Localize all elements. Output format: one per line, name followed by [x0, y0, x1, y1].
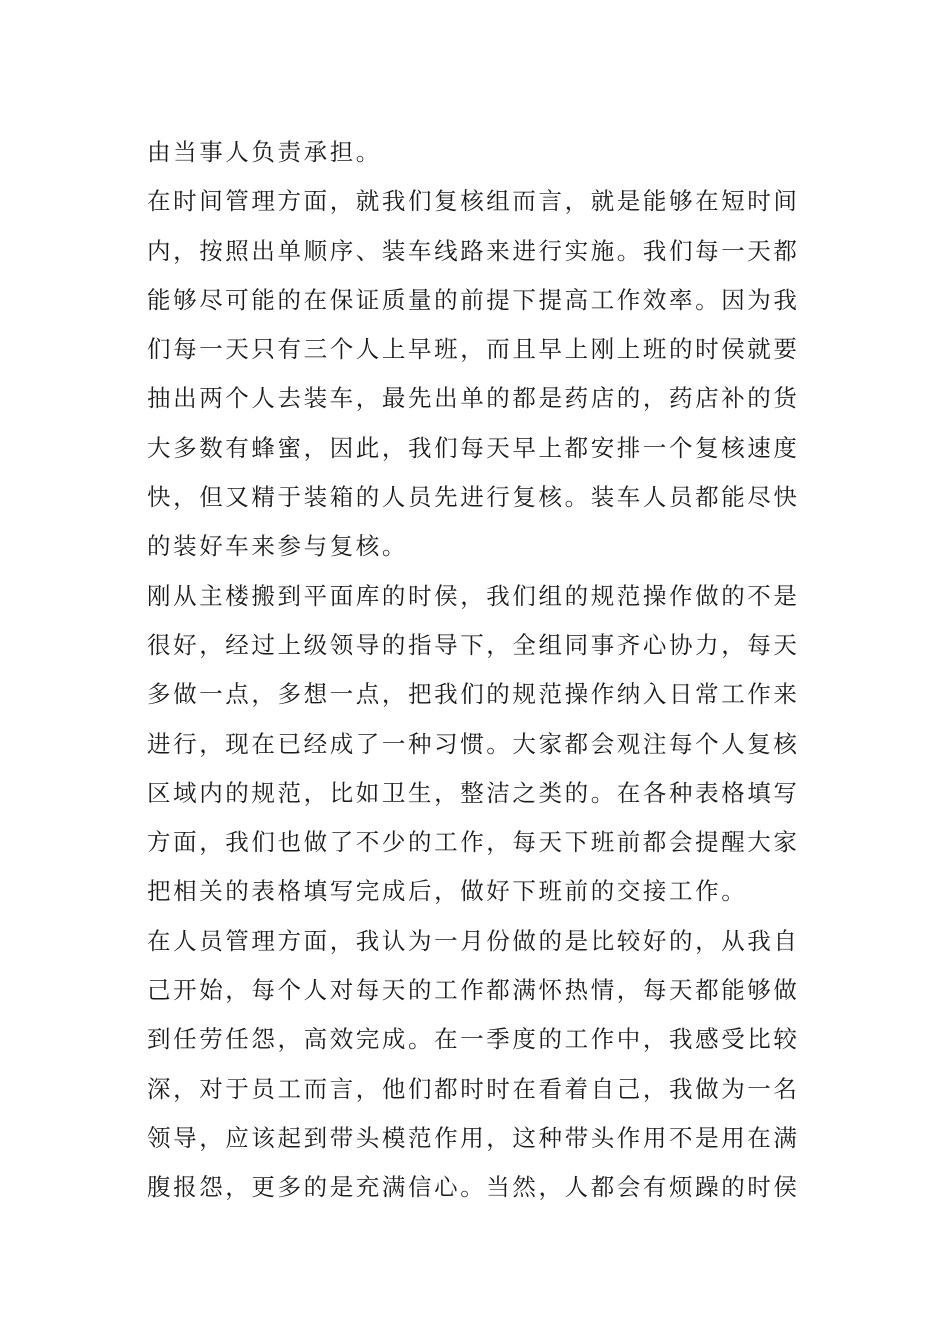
text-line: 在时间管理方面，就我们复核组而言，就是能够在短时间 — [147, 187, 800, 216]
text-line: 多做一点，多想一点，把我们的规范操作纳入日常工作来 — [147, 680, 800, 709]
text-line: 深，对于员工而言，他们都时时在看着自己，我做为一名 — [147, 1074, 800, 1103]
text-line: 进行，现在已经成了一种习惯。大家都会观注每个人复核 — [147, 729, 800, 758]
text-line: 由当事人负责承担。 — [147, 138, 382, 166]
text-line: 把相关的表格填写完成后，做好下班前的交接工作。 — [147, 877, 748, 906]
text-line: 腹报怨，更多的是充满信心。当然，人都会有烦躁的时侯 — [147, 1173, 800, 1202]
text-line: 到任劳任怨，高效完成。在一季度的工作中，我感受比较 — [147, 1025, 800, 1054]
text-line: 刚从主楼搬到平面库的时侯，我们组的规范操作做的不是 — [147, 581, 800, 610]
text-line: 己开始，每个人对每天的工作都满怀热情，每天都能够做 — [147, 976, 800, 1005]
text-line: 方面，我们也做了不少的工作，每天下班前都会提醒大家 — [147, 828, 800, 857]
text-line: 内，按照出单顺序、装车线路来进行实施。我们每一天都 — [147, 236, 800, 265]
text-line: 的装好车来参与复核。 — [147, 532, 408, 561]
text-line: 大多数有蜂蜜，因此，我们每天早上都安排一个复核速度 — [147, 433, 800, 462]
text-line: 领导，应该起到带头模范作用，这种带头作用不是用在满 — [147, 1123, 800, 1152]
text-line: 区域内的规范，比如卫生，整洁之类的。在各种表格填写 — [147, 778, 800, 807]
text-line: 能够尽可能的在保证质量的前提下提高工作效率。因为我 — [147, 285, 800, 314]
text-line: 们每一天只有三个人上早班，而且早上刚上班的时侯就要 — [147, 335, 800, 364]
text-line: 在人员管理方面，我认为一月份做的是比较好的，从我自 — [147, 926, 800, 955]
text-line: 快，但又精于装箱的人员先进行复核。装车人员都能尽快 — [147, 483, 800, 512]
text-line: 很好，经过上级领导的指导下，全组同事齐心协力，每天 — [147, 630, 800, 659]
document-body — [147, 128, 817, 1213]
text-line: 抽出两个人去装车，最先出单的都是药店的，药店补的货 — [147, 384, 800, 413]
